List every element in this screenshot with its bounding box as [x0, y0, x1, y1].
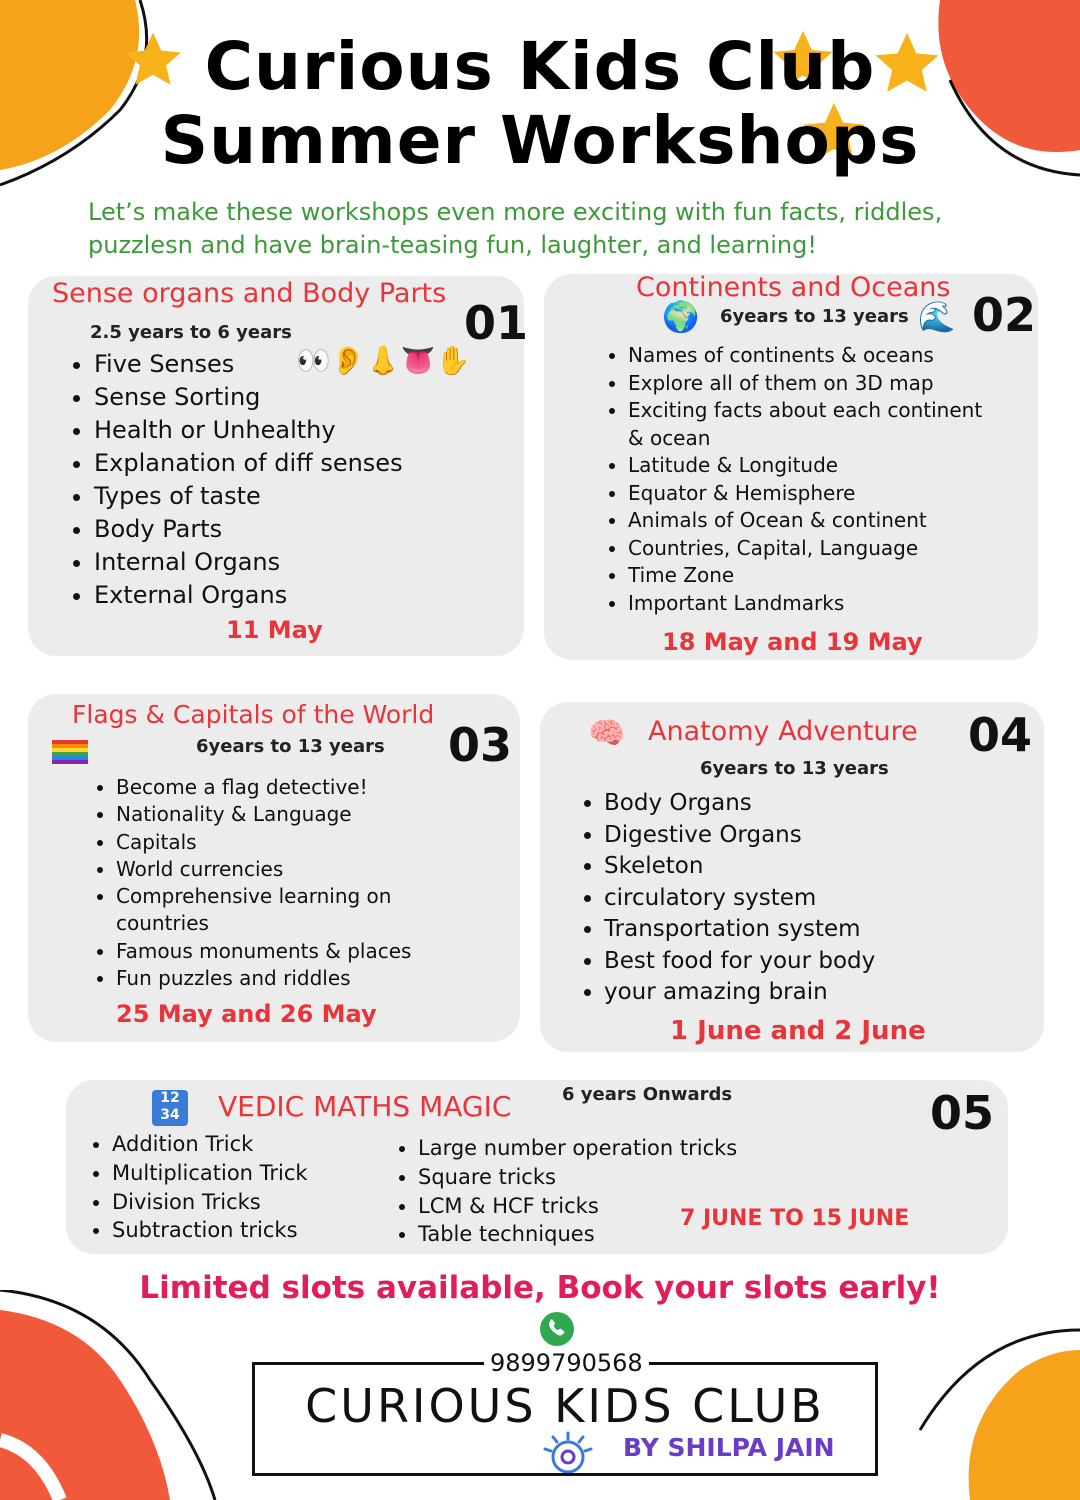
list-item: • Time Zone — [628, 562, 988, 590]
topic-list-right — [392, 1134, 778, 1249]
senses-emoji-icon: 👀👂👃👅✋ — [296, 344, 471, 377]
workshop-number: 04 — [968, 708, 1033, 762]
logo-box — [252, 1362, 878, 1476]
list-item: • Digestive Organs — [604, 820, 984, 852]
workshop-title: Flags & Capitals of the World — [72, 700, 435, 729]
workshop-number: 01 — [464, 296, 529, 350]
intro-text: Let’s make these workshops even more exciting with fun facts, riddles, puzzlesn and have brain-teasing fun, laughter, and learning! — [88, 198, 943, 259]
workshop-number: 05 — [930, 1086, 995, 1140]
numbers-icon: 12 34 — [152, 1090, 188, 1126]
age-range: 6years to 13 years — [720, 306, 909, 327]
workshop-date: 25 May and 26 May — [116, 1000, 377, 1028]
list-item: • Important Landmarks — [628, 590, 988, 618]
gear-head-icon — [533, 1427, 603, 1473]
list-item: • Fun puzzles and riddles — [116, 965, 476, 992]
logo-text: CURIOUS KIDS CLUB — [305, 1379, 825, 1433]
age-range: 6years to 13 years — [196, 736, 385, 757]
age-range: 6 years Onwards — [562, 1084, 733, 1105]
workshop-title: Sense organs and Body Parts — [52, 278, 447, 309]
list-item: • circulatory system — [604, 883, 984, 915]
workshop-title: VEDIC MATHS MAGIC — [218, 1090, 512, 1123]
list-item: • Famous monuments & places — [116, 938, 476, 965]
list-item: • Body Parts — [94, 513, 514, 546]
list-item: • Explore all of them on 3D map — [628, 370, 988, 398]
list-item: • Equator & Hemisphere — [628, 480, 988, 508]
list-item: • Explanation of diff senses — [94, 447, 514, 480]
list-item: • Names of continents & oceans — [628, 342, 988, 370]
list-item: • External Organs — [94, 579, 514, 612]
limited-slots-text: Limited slots available, Book your slots early! — [139, 1270, 941, 1306]
rainbow-flag-icon — [52, 740, 88, 764]
list-item: • Best food for your body — [604, 946, 984, 978]
workshop-card-04 — [540, 702, 1044, 1052]
list-item: • Addition Trick — [112, 1130, 392, 1159]
list-item: • World currencies — [116, 856, 476, 883]
topic-list — [90, 774, 476, 992]
list-item: • Transportation system — [604, 914, 984, 946]
workshop-number: 03 — [448, 718, 513, 772]
topic-list — [68, 348, 514, 612]
bottom-left-blob — [0, 1290, 230, 1500]
workshop-card-02 — [544, 274, 1038, 660]
globe-icon: 🌍 — [662, 300, 700, 335]
workshop-title: Continents and Oceans — [636, 272, 951, 303]
list-item: • Large number operation tricks — [418, 1134, 778, 1163]
wave-icon: 🌊 — [918, 300, 956, 335]
workshop-number: 02 — [972, 288, 1037, 342]
list-item: • Square tricks — [418, 1163, 778, 1192]
list-item: • Capitals — [116, 829, 476, 856]
topic-list-left — [86, 1130, 392, 1245]
list-item: • Exciting facts about each continent & ocean — [628, 397, 988, 452]
list-item: • your amazing brain — [604, 977, 984, 1009]
list-item: • Skeleton — [604, 851, 984, 883]
list-item: • Types of taste — [94, 480, 514, 513]
age-range: 2.5 years to 6 years — [90, 322, 292, 343]
bottom-right-blob — [900, 1310, 1080, 1500]
page-title: Curious Kids Club — [204, 28, 876, 105]
list-item: • Latitude & Longitude — [628, 452, 988, 480]
phone-number[interactable]: 9899790568 — [484, 1349, 649, 1377]
workshop-card-05 — [66, 1080, 1008, 1254]
workshop-date: 1 June and 2 June — [670, 1016, 926, 1046]
workshop-card-03 — [28, 694, 520, 1042]
topic-list — [602, 342, 988, 617]
phone-icon[interactable] — [540, 1312, 574, 1346]
list-item: • Body Organs — [604, 788, 984, 820]
workshop-date: 18 May and 19 May — [662, 628, 923, 656]
list-item: • Animals of Ocean & continent — [628, 507, 988, 535]
list-item: • Table techniques — [418, 1220, 778, 1249]
list-item: • Countries, Capital, Language — [628, 535, 988, 563]
page-subtitle: Summer Workshops — [160, 102, 920, 179]
list-item: • LCM & HCF tricks — [418, 1192, 778, 1221]
workshop-date: 11 May — [226, 616, 323, 644]
list-item: • Internal Organs — [94, 546, 514, 579]
list-item: • Division Tricks — [112, 1188, 392, 1217]
list-item: • Sense Sorting — [94, 381, 514, 414]
workshop-title: Anatomy Adventure — [648, 716, 918, 747]
byline: BY SHILPA JAIN — [623, 1433, 835, 1462]
list-item: • Comprehensive learning on countries — [116, 883, 476, 938]
list-item: • Health or Unhealthy — [94, 414, 514, 447]
list-item: • Five Senses — [94, 348, 514, 381]
list-item: • Become a flag detective! — [116, 774, 476, 801]
brain-icon: 🧠 — [588, 716, 626, 751]
age-range: 6years to 13 years — [700, 758, 889, 779]
workshop-card-01 — [28, 276, 529, 656]
list-item: • Multiplication Trick — [112, 1159, 392, 1188]
list-item: • Subtraction tricks — [112, 1216, 392, 1245]
list-item: • Nationality & Language — [116, 801, 476, 828]
topic-list — [578, 788, 984, 1009]
workshop-date: 7 JUNE TO 15 JUNE — [680, 1206, 910, 1231]
